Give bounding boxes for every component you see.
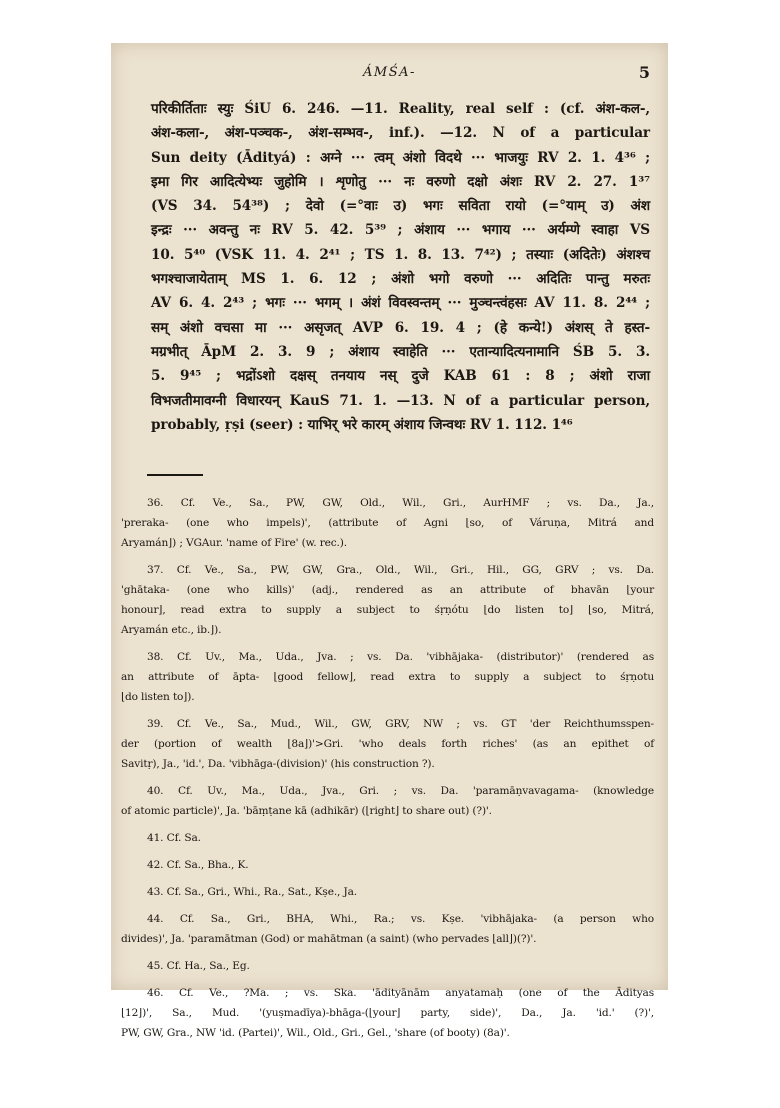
footnote-line: PW, GW, Gra., NW 'id. (Partei)', Wil., Old., Gri., Gel., 'share (of booty) (8a)'.: [121, 1027, 510, 1039]
footnote-line: ⌊12⌋)', Sa., Mud. '(yuṣmadīya)-bhāga-(⌊your⌋ party, side)', Da., Ja. 'id.' (?)',: [121, 1007, 654, 1019]
main-text-line: मग्रभीत् ĀpM 2. 3. 9 ; अंशाय स्वाहेति ··· एतान्यादित्यनामानि ŚB 5. 3.: [151, 343, 650, 360]
footnote: [121, 560, 654, 640]
footnote-line: an attribute of āpta- ⌊good fellow⌋, read extra to supply a subject to śṛṇotu: [121, 671, 654, 683]
footnote-line: 'preraka- (one who impels)', (attribute of Agni ⌊so, of Váruṇa, Mitrá and: [121, 517, 654, 529]
footnote: [121, 909, 654, 949]
footnote-line: Savitṛ), Ja., 'id.', Da. 'vibhāga-(division)' (his construction ?).: [121, 758, 435, 770]
main-text-line: 5. 9⁴⁵ ; भद्रोंऽशो दक्षस् तनयाय नस् दुजे KAB 61 : 8 ; अंशो राजा: [151, 368, 650, 385]
footnote-line: der (portion of wealth ⌊8a⌋)'>Gri. 'who deals forth riches' (as an epithet of: [121, 738, 654, 750]
footnote-line: 'ghātaka- (one who kills)' (adj., rendered as an attribute of bhavān ⌊your: [121, 584, 654, 596]
main-text-line: इन्द्रः ··· अवन्तु नः RV 5. 42. 5³⁹ ; अंशाय ··· भगाय ··· अर्यम्णे स्वाहा VS: [151, 222, 650, 239]
main-text-line: AV 6. 4. 2⁴³ ; भगः ··· भगम् । अंशं विवस्वन्तम् ··· मुञ्चन्त्वंहसः AV 11. 8. 2⁴⁴ ;: [151, 295, 650, 312]
footnote-line: 41. Cf. Sa.: [147, 832, 201, 844]
main-text-line: इमा गिर आदित्येभ्यः जुहोमि । शृणोतु ··· नः वरुणो दक्षो अंशः RV 2. 27. 1³⁷: [151, 173, 650, 190]
book-page: [111, 43, 668, 1039]
footnote-line: 36. Cf. Ve., Sa., PW, GW, Old., Wil., Gri., AurHMF ; vs. Da., Ja.,: [147, 497, 654, 509]
footnote-line: 40. Cf. Uv., Ma., Uda., Jva., Gri. ; vs. Da. 'paramāṇvavagama- (knowledge: [147, 785, 654, 797]
main-text-line: Sun deity (Ādityá) : अग्ने ··· त्वम् अंशो विदथे ··· भाजयुः RV 2. 1. 4³⁶ ;: [151, 149, 650, 166]
footnote: [121, 493, 654, 553]
main-text-line: परिकीर्तिताः स्युः ŚiU 6. 246. —11. Reality, real self : (cf. अंश-कल-,: [151, 101, 650, 117]
main-text-line: अंश-कला-, अंश-पञ्चक-, अंश-सम्भव-, inf.). —12. N of a particular: [151, 125, 650, 142]
main-text-line: (VS 34. 54³⁸) ; देवो (=°वाः उ) भगः सविता रायो (=°याम् उ) अंश: [151, 198, 650, 215]
main-entry-text: [151, 97, 650, 437]
footnote: [121, 714, 654, 774]
footnote: [121, 855, 654, 875]
footnote: [121, 647, 654, 707]
footnote-line: Aryamán⌋) ; VGAur. 'name of Fire' (w. rec.).: [121, 537, 347, 549]
footnote-line: honour⌋, read extra to supply a subject to śṛṇótu ⌊do listen to⌋ ⌊so, Mitrá,: [121, 604, 654, 616]
footnote-line: Aryamán etc., ib.⌋).: [121, 624, 222, 636]
main-text-line: probably, ṛṣi (seer) : याभिर् भरे कारम् अंशाय जिन्वथः RV 1. 112. 1⁴⁶: [151, 416, 573, 433]
footnote-line: 42. Cf. Sa., Bha., K.: [147, 859, 249, 871]
main-text-line: सम् अंशो वचसा मा ··· असृजत् AVP 6. 19. 4 ; (हे कन्ये!) अंशस् ते हस्त-: [151, 319, 650, 336]
main-text-line: 10. 5⁴⁰ (VSK 11. 4. 2⁴¹ ; TS 1. 8. 13. 7⁴²) ; तस्याः (अदितेः) अंशश्च: [151, 246, 650, 263]
footnote: [121, 983, 654, 1043]
footnote-line: 44. Cf. Sa., Gri., BHA, Whi., Ra.; vs. Kṣe. 'vibhājaka- (a person who: [147, 913, 654, 925]
footnote-line: 38. Cf. Uv., Ma., Uda., Jva. ; vs. Da. 'vibhājaka- (distributor)' (rendered as: [147, 651, 654, 663]
footnote: [121, 828, 654, 848]
page-number: 5: [638, 63, 650, 82]
footnote-line: 37. Cf. Ve., Sa., PW, GW, Gra., Old., Wil., Gri., Hil., GG, GRV ; vs. Da.: [147, 564, 654, 576]
main-text-line: भगश्चाजायेताम् MS 1. 6. 12 ; अंशो भगो वरुणो ··· अदितिः पान्तु मरुतः: [151, 271, 650, 288]
footnote: [121, 781, 654, 821]
footnote-line: divides)', Ja. 'paramātman (God) or mahātman (a saint) (who pervades ⌊all⌋)(?)'.: [121, 933, 537, 945]
footnote-line: 39. Cf. Ve., Sa., Mud., Wil., GW, GRV, NW ; vs. GT 'der Reichthumsspen-: [147, 718, 654, 730]
footnote-line: ⌊do listen to⌋).: [121, 691, 195, 703]
footnote-line: 43. Cf. Sa., Gri., Whi., Ra., Sat., Kṣe., Ja.: [147, 886, 357, 898]
footnotes: [121, 493, 654, 1050]
main-text-line: विभजतीमावग्नी विधारयन् KauS 71. 1. —13. N of a particular person,: [151, 392, 650, 409]
footnote-rule: [147, 474, 203, 476]
footnote-line: 45. Cf. Ha., Sa., Eg.: [147, 960, 250, 972]
running-head: ÁMŚA-: [363, 65, 416, 80]
footnote-line: 46. Cf. Ve., ?Ma. ; vs. Ska. 'ādityānām anyatamaḥ (one of the Ādityas: [147, 987, 654, 999]
footnote: [121, 956, 654, 976]
footnote-line: of atomic particle)', Ja. 'bāṃṭane kā (adhikār) (⌊right⌋ to share out) (?)'.: [121, 805, 492, 817]
footnote: [121, 882, 654, 902]
